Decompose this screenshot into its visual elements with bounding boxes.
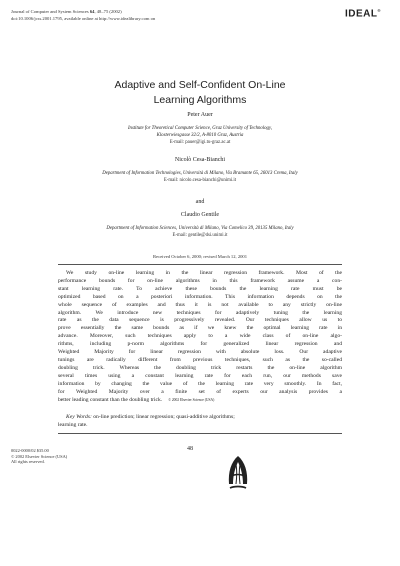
author-affiliation: Institute for Theoretical Computer Science, Graz University of Technology, xyxy=(127,126,273,131)
and-separator: and xyxy=(195,199,205,205)
ideal-logo xyxy=(345,8,381,19)
abstract-line: stant learning rate. To achieve these bounds the learning rate must be xyxy=(58,285,342,292)
abstract-line: optimized based on a posteriori information. This information depends on the xyxy=(58,293,342,300)
author-block-3 xyxy=(20,212,380,239)
page-number: 48 xyxy=(187,446,193,452)
author-affiliation: Department of Information Sciences, Università di Milano, Via Comelico 39, 20135 Milano, Italy xyxy=(106,226,294,231)
abstract-bottom-rule xyxy=(58,433,342,434)
abstract-line: algorithm. We introduce new techniques for adaptively tuning the learning xyxy=(58,309,342,316)
author-affiliation: Klosterwiesgasse 32/2, A-8010 Graz, Austria xyxy=(156,133,244,138)
journal-citation xyxy=(11,8,311,15)
journal-doi: doi:10.1006/jcss.2001.1795, available online at http://www.idealibrary.com on xyxy=(11,16,156,21)
issn-price: 0022-0000/02 $35.00 xyxy=(11,448,49,453)
author-name: Peter Auer xyxy=(187,112,213,118)
paper-title xyxy=(0,78,400,108)
abstract-line: prove essentially the same bounds as if we knew the optimal learning rate in xyxy=(58,325,342,332)
abstract-line: information by changing the value of the learning rate very smoothly. In fact, xyxy=(58,380,342,387)
keywords xyxy=(58,414,342,430)
keywords-text-continued: learning rate. xyxy=(58,421,88,428)
journal-header xyxy=(11,8,311,22)
keywords-text: on-line prediction; linear regression; quasi-additive algorithms; xyxy=(91,414,235,420)
journal-pages: , 48–75 (2002) xyxy=(94,9,122,14)
publisher-logo-icon xyxy=(224,454,252,492)
abstract-line: Weighted Majority for linear regression with absolute loss. Our adaptive xyxy=(58,349,342,356)
author-name: Claudio Gentile xyxy=(180,212,220,218)
abstract-line: better leading constant than the doubling trick. xyxy=(58,396,163,403)
author-block-1 xyxy=(20,112,380,146)
author-email: E-mail: nicolo.cesa-bianchi@unimi.it xyxy=(163,178,237,183)
abstract-line: performance bounds for on-line algorithms in this framework assume a con- xyxy=(58,277,342,284)
keywords-label: Key Words: xyxy=(66,414,92,420)
abstract-line: several times using a constant learning rate for each run, our methods save xyxy=(58,372,342,379)
author-email: E-mail: gentile@dsi.unimi.it xyxy=(172,233,228,238)
abstract-line: We study on-line learning in the linear regression framework. Most of the xyxy=(66,270,342,276)
abstract xyxy=(58,270,342,404)
title-line-2: Learning Algorithms xyxy=(153,94,247,106)
abstract-line: rithms, including p-norm algorithms for generalized linear regression and xyxy=(58,341,342,348)
journal-name: Journal of Computer and System Sciences xyxy=(11,9,90,14)
title-line-1: Adaptive and Self-Confident On-Line xyxy=(114,79,286,91)
abstract-line: advance. Moreover, such techniques apply to a wide class of on-line algo- xyxy=(58,333,342,340)
author-email: E-mail: pauer@igi.tu-graz.ac.at xyxy=(169,140,231,145)
abstract-line: doubling trick. Whereas the doubling trick restarts the on-line algorithm xyxy=(58,364,342,371)
registered-mark: ® xyxy=(377,8,381,13)
journal-volume: 64 xyxy=(89,9,95,14)
received-dates: Received October 6, 2000; revised March 12, 2001 xyxy=(152,254,248,259)
author-block-2 xyxy=(20,157,380,184)
abstract-line: for Weighted Majority over a finite set of experts our analysis provides a xyxy=(58,388,342,395)
abstract-line: tunings are radically different from previous techniques, such as the so-called xyxy=(58,356,342,363)
abstract-last-line xyxy=(58,397,342,405)
abstract-line: rate as the data sequence is progressively revealed. Our techniques allow us to xyxy=(58,317,342,324)
abstract-line: whole sequence of examples and thus it is not available to any strictly on-line xyxy=(58,301,342,308)
author-name: Nicolò Cesa-Bianchi xyxy=(174,157,226,163)
ideal-logo-text: IDEAL xyxy=(345,8,378,20)
copyright-footer xyxy=(11,448,67,465)
abstract-top-rule xyxy=(58,264,342,265)
author-affiliation: Department of Information Technologies, Università di Milano, Via Bramante 65, 26013 Crema, Italy xyxy=(102,171,298,176)
rights-reserved: All rights reserved. xyxy=(11,459,45,465)
abstract-copyright: © 2002 Elsevier Science (USA) xyxy=(168,397,215,402)
footer-copyright: © 2002 Elsevier Science (USA) xyxy=(11,453,68,459)
